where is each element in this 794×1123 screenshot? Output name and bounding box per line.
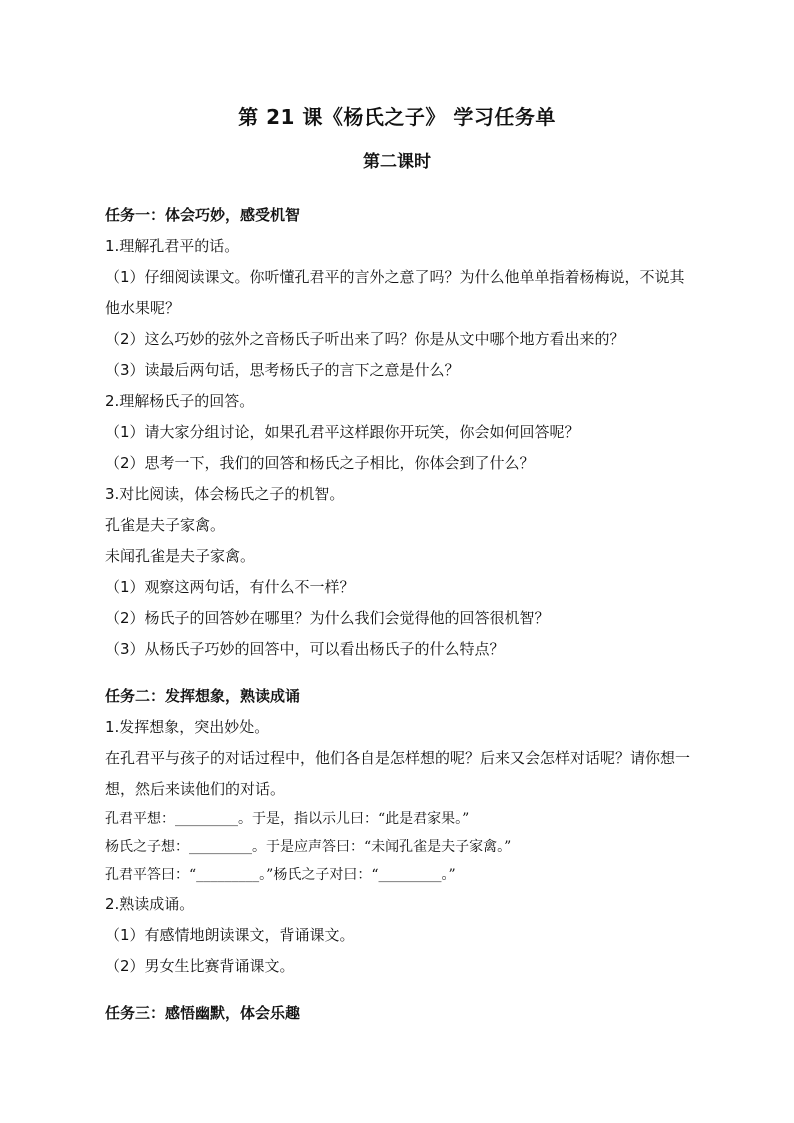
task3-heading: 任务三：感悟幽默，体会乐趣 bbox=[105, 1004, 301, 1022]
task1-step1: 1.理解孔君平的话。 bbox=[105, 237, 240, 255]
task1-step2: 2.理解杨氏子的回答。 bbox=[105, 392, 255, 410]
task2-heading: 任务二：发挥想象，熟读成诵 bbox=[105, 687, 301, 705]
task2-question2: （2）男女生比赛背诵课文。 bbox=[105, 957, 295, 975]
task1-heading: 任务一：体会巧妙，感受机智 bbox=[105, 206, 301, 224]
dialogue-line-3: 孔君平答曰：“_________。”杨氏之子对曰：“_________。” bbox=[105, 867, 456, 883]
section-gap bbox=[105, 665, 715, 681]
task1-question4: （1）请大家分组讨论，如果孔君平这样跟你开玩笑，你会如何回答呢？ bbox=[105, 423, 580, 441]
dialogue-line-1: 孔君平想：_________。于是，指以示儿曰：“此是君家果。” bbox=[105, 811, 470, 827]
task1-question2: （2）这么巧妙的弦外之音杨氏子听出来了吗？你是从文中哪个地方看出来的？ bbox=[105, 330, 625, 348]
task1-question7: （2）杨氏子的回答妙在哪里？为什么我们会觉得他的回答很机智？ bbox=[105, 609, 550, 627]
task1-question5: （2）思考一下，我们的回答和杨氏之子相比，你体会到了什么？ bbox=[105, 454, 535, 472]
compare-sentence-2: 未闻孔雀是夫子家禽。 bbox=[105, 547, 256, 565]
section-gap bbox=[105, 982, 715, 998]
task2-prompt-line1: 在孔君平与孩子的对话过程中，他们各自是怎样想的呢？后来又会怎样对话呢？请你想一 bbox=[105, 749, 691, 767]
task1-question1-line1: （1）仔细阅读课文。你听懂孔君平的言外之意了吗？为什么他单单指着杨梅说，不说其 bbox=[105, 268, 685, 286]
task1-question3: （3）读最后两句话，思考杨氏子的言下之意是什么？ bbox=[105, 361, 460, 379]
task1-step3: 3.对比阅读，体会杨氏之子的机智。 bbox=[105, 485, 345, 503]
task1-question1-line2: 他水果呢？ bbox=[105, 299, 181, 317]
task2-step2: 2.熟读成诵。 bbox=[105, 895, 195, 913]
worksheet-content bbox=[105, 200, 715, 1029]
page-title: 第 21 课《杨氏之子》 学习任务单 bbox=[238, 105, 556, 129]
task1-question8: （3）从杨氏子巧妙的回答中，可以看出杨氏子的什么特点？ bbox=[105, 640, 505, 658]
page-subtitle: 第二课时 bbox=[363, 152, 431, 172]
compare-sentence-1: 孔雀是夫子家禽。 bbox=[105, 516, 226, 534]
task1-question6: （1）观察这两句话，有什么不一样？ bbox=[105, 578, 355, 596]
task2-prompt-line2: 想，然后来读他们的对话。 bbox=[105, 780, 286, 798]
dialogue-line-2: 杨氏之子想：_________。于是应声答曰：“未闻孔雀是夫子家禽。” bbox=[105, 839, 512, 855]
task2-question1: （1）有感情地朗读课文，背诵课文。 bbox=[105, 926, 355, 944]
task2-step1: 1.发挥想象，突出妙处。 bbox=[105, 718, 270, 736]
